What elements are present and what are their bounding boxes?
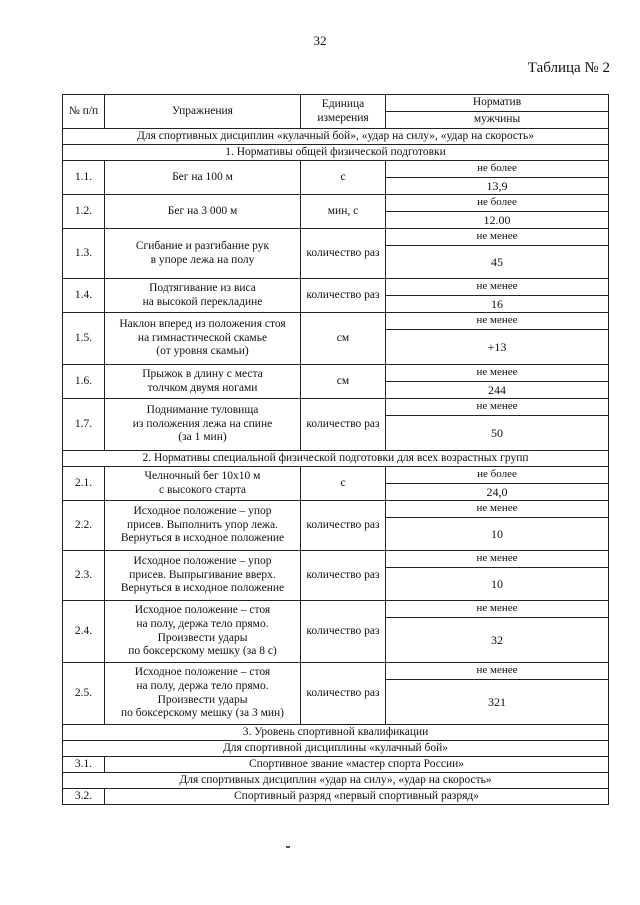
row-unit: мин, с <box>301 195 386 229</box>
row-num: 1.5. <box>63 313 105 365</box>
table-title: Таблица № 2 <box>527 60 610 76</box>
row-exercise: Сгибание и разгибание рук в упоре лежа на полу <box>105 229 301 279</box>
row-exercise: Исходное положение – упор присев. Выпрыгивание вверх. Вернуться в исходное положение <box>105 551 301 601</box>
header-gender: мужчины <box>386 112 609 129</box>
row-num: 1.2. <box>63 195 105 229</box>
row-unit: количество раз <box>301 663 386 725</box>
row-exercise: Поднимание туловища из положения лежа на спине (за 1 мин) <box>105 399 301 451</box>
row-unit: количество раз <box>301 501 386 551</box>
row-condition: не менее <box>386 501 609 518</box>
row-exercise: Наклон вперед из положения стоя на гимнастической скамье (от уровня скамьи) <box>105 313 301 365</box>
row-num: 2.5. <box>63 663 105 725</box>
general-physical-rows <box>63 161 609 451</box>
header-exercises: Упражнения <box>105 95 301 129</box>
row-value: 32 <box>386 618 609 663</box>
qual-row-text: Спортивный разряд «первый спортивный разряд» <box>105 789 609 805</box>
row-unit: с <box>301 161 386 195</box>
section-disciplines-all: Для спортивных дисциплин «кулачный бой», «удар на силу», «удар на скорость» <box>63 129 609 145</box>
row-value: 244 <box>386 382 609 399</box>
row-value: 10 <box>386 568 609 601</box>
row-exercise: Исходное положение – стоя на полу, держа тело прямо. Произвести удары по боксерскому мешку (за 3 мин) <box>105 663 301 725</box>
row-exercise: Исходное положение – упор присев. Выполнить упор лежа. Вернуться в исходное положение <box>105 501 301 551</box>
row-num: 1.3. <box>63 229 105 279</box>
row-unit: количество раз <box>301 229 386 279</box>
page-number: 32 <box>313 33 327 48</box>
row-unit: с <box>301 467 386 501</box>
row-value: 45 <box>386 246 609 279</box>
row-condition: не менее <box>386 601 609 618</box>
row-exercise: Подтягивание из виса на высокой перекладине <box>105 279 301 313</box>
row-num: 2.3. <box>63 551 105 601</box>
qual-row-text: Спортивное звание «мастер спорта России» <box>105 757 609 773</box>
header-num: № п/п <box>63 95 105 129</box>
row-condition: не менее <box>386 551 609 568</box>
row-value: 12.00 <box>386 212 609 229</box>
row-num: 1.7. <box>63 399 105 451</box>
row-value: 10 <box>386 518 609 551</box>
row-condition: не более <box>386 467 609 484</box>
section-discipline-kulachny: Для спортивной дисциплины «кулачный бой» <box>63 741 609 757</box>
scan-mark <box>286 846 290 848</box>
row-unit: см <box>301 313 386 365</box>
row-exercise: Бег на 100 м <box>105 161 301 195</box>
row-unit: количество раз <box>301 399 386 451</box>
row-unit: количество раз <box>301 601 386 663</box>
row-num: 2.1. <box>63 467 105 501</box>
row-exercise: Бег на 3 000 м <box>105 195 301 229</box>
row-num: 2.4. <box>63 601 105 663</box>
section-general-physical: 1. Нормативы общей физической подготовки <box>63 145 609 161</box>
section-special-physical: 2. Нормативы специальной физической подготовки для всех возрастных групп <box>63 451 609 467</box>
row-condition: не менее <box>386 313 609 330</box>
row-num: 1.4. <box>63 279 105 313</box>
row-value: 24,0 <box>386 484 609 501</box>
row-unit: количество раз <box>301 279 386 313</box>
header-norm: Норматив <box>386 95 609 112</box>
row-condition: не менее <box>386 399 609 416</box>
special-physical-rows <box>63 467 609 725</box>
row-unit: количество раз <box>301 551 386 601</box>
row-condition: не менее <box>386 279 609 296</box>
row-exercise: Исходное положение – стоя на полу, держа тело прямо. Произвести удары по боксерскому мешку (за 8 с) <box>105 601 301 663</box>
row-value: 16 <box>386 296 609 313</box>
standards-table <box>62 94 609 805</box>
qual-row-num: 3.2. <box>63 789 105 805</box>
row-num: 1.6. <box>63 365 105 399</box>
row-exercise: Прыжок в длину с места толчком двумя ногами <box>105 365 301 399</box>
header-unit: Единица измерения <box>301 95 386 129</box>
row-num: 1.1. <box>63 161 105 195</box>
row-value: 13,9 <box>386 178 609 195</box>
row-condition: не менее <box>386 229 609 246</box>
row-unit: см <box>301 365 386 399</box>
row-condition: не менее <box>386 663 609 680</box>
section-qualification: 3. Уровень спортивной квалификации <box>63 725 609 741</box>
row-condition: не более <box>386 161 609 178</box>
row-condition: не более <box>386 195 609 212</box>
row-condition: не менее <box>386 365 609 382</box>
row-num: 2.2. <box>63 501 105 551</box>
row-value: 50 <box>386 416 609 451</box>
row-exercise: Челночный бег 10х10 м с высокого старта <box>105 467 301 501</box>
row-value: 321 <box>386 680 609 725</box>
row-value: +13 <box>386 330 609 365</box>
qual-row-num: 3.1. <box>63 757 105 773</box>
section-discipline-other: Для спортивных дисциплин «удар на силу», «удар на скорость» <box>63 773 609 789</box>
